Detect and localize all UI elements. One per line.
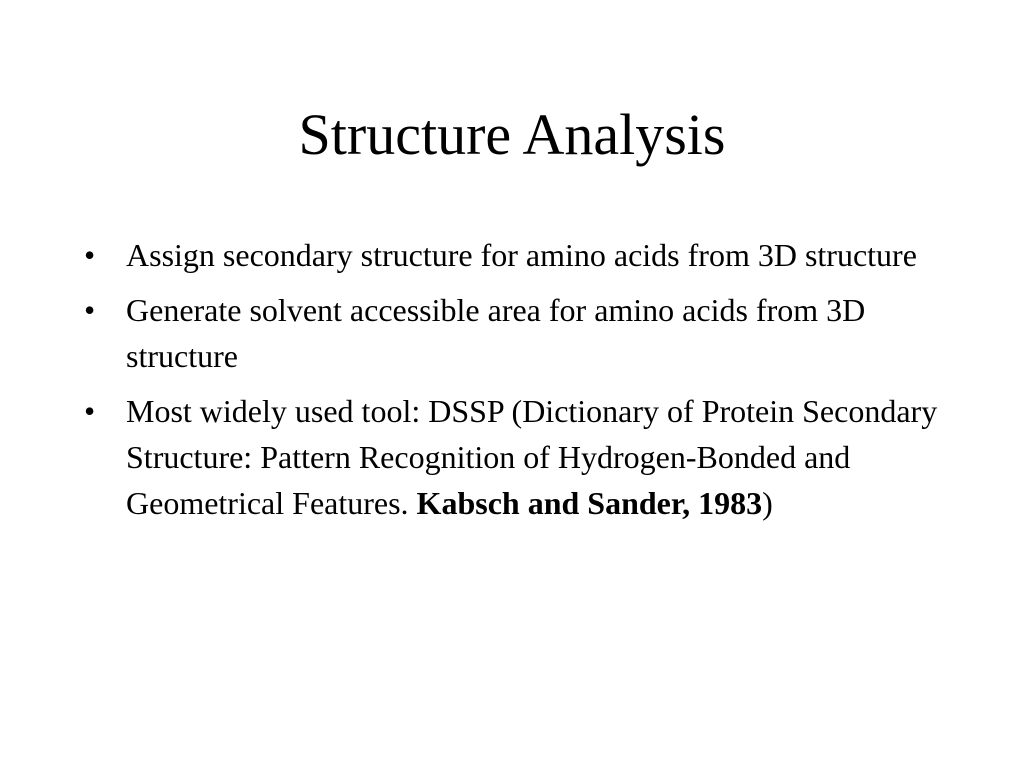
closing-parenthesis: )	[762, 485, 773, 521]
bullet-marker: •	[84, 393, 96, 429]
bullet-item-solvent-accessible-area	[84, 287, 944, 379]
bullet-text: Assign secondary structure for amino acids from 3D structure	[126, 237, 917, 273]
bullet-list	[84, 232, 944, 535]
bullet-text: Generate solvent accessible area for amino acids from 3D structure	[126, 292, 866, 374]
bullet-marker: •	[84, 292, 96, 328]
bullet-text: Most widely used tool: DSSP (Dictionary of Protein Secondary Structure: Pattern Recognition of Hydrogen-Bonded and Geometrical Features.	[126, 393, 938, 521]
bullet-item-dssp-tool	[84, 388, 944, 526]
citation-text: Kabsch and Sander, 1983	[416, 485, 763, 521]
bullet-item-secondary-structure	[84, 232, 944, 278]
slide-title: Structure Analysis	[298, 102, 726, 167]
bullet-marker: •	[84, 237, 96, 273]
